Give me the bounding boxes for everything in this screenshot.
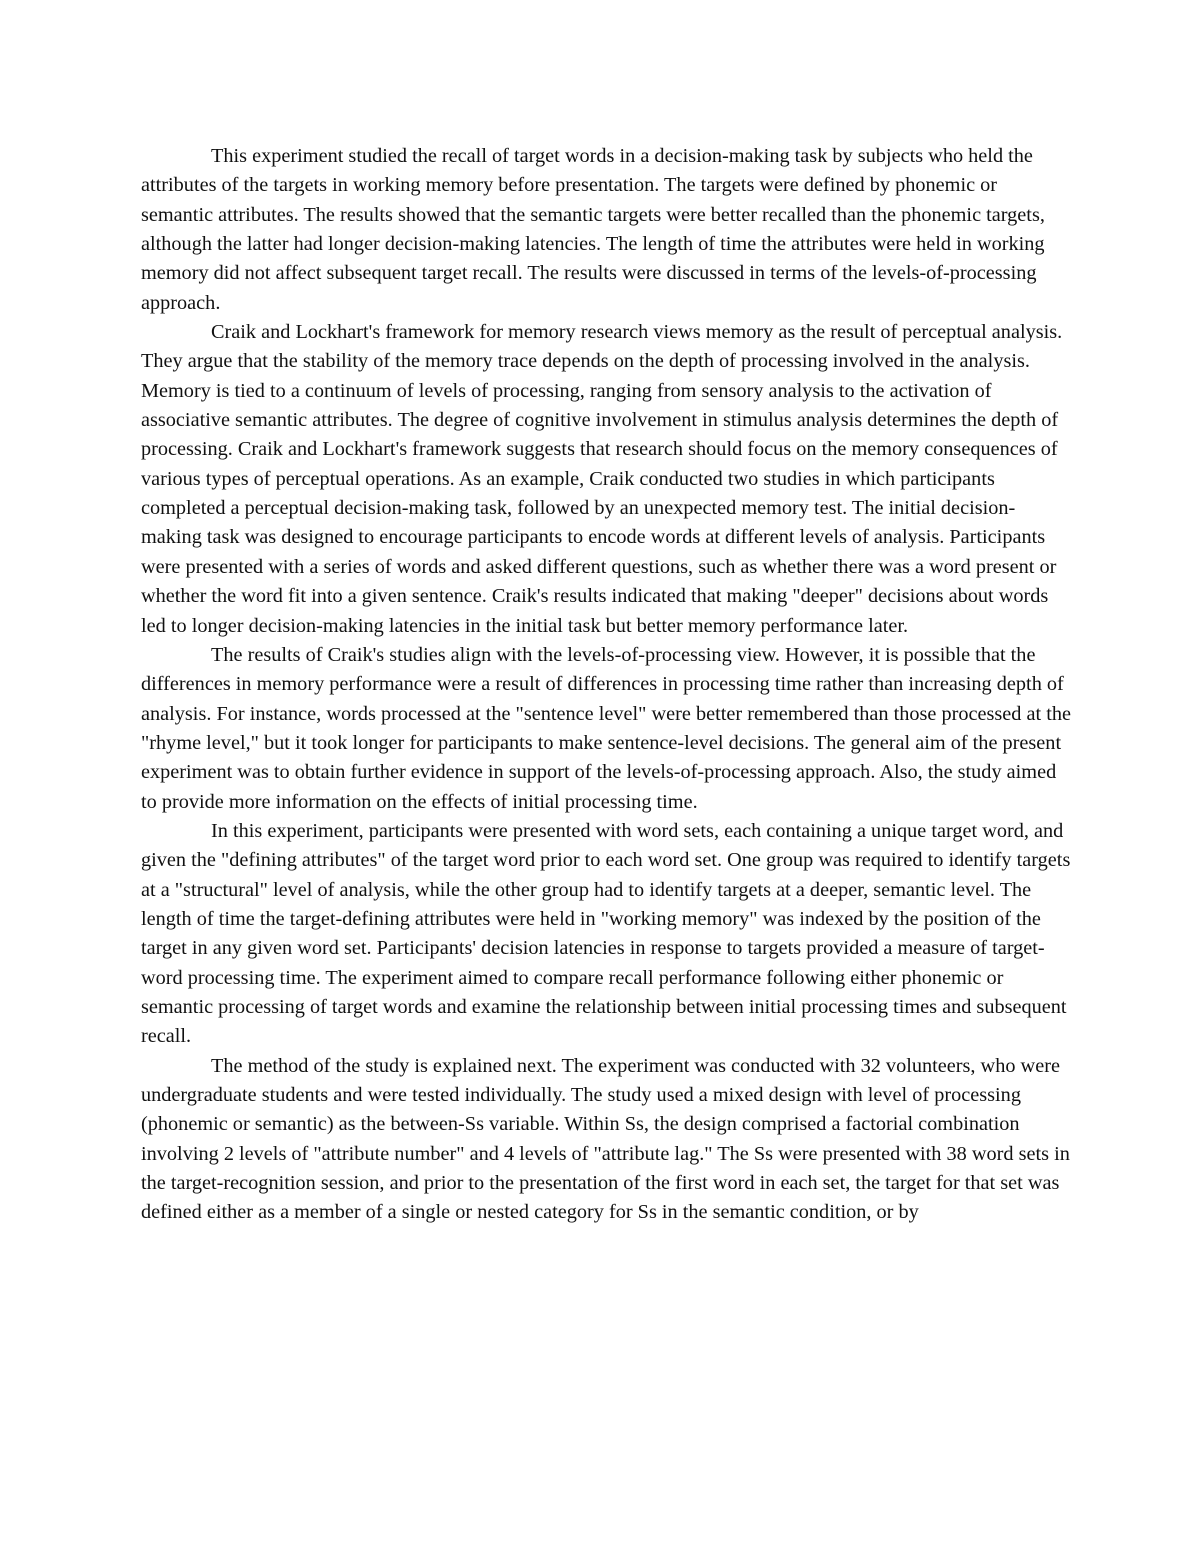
paragraph-method: The method of the study is explained next. The experiment was conducted with 32 volunteers, who were undergraduate students and were tested individually. The study used a mixed design with level of processing (phonemic or semantic) as the between-Ss variable. Within Ss, the design comprised a factorial combination involving 2 levels of "attribute number" and 4 levels of "attribute lag." The Ss were presented with 38 word sets in the target-recognition session, and prior to the presentation of the first word in each set, the target for that set was defined either as a member of a single or nested category for Ss in the semantic condition, or by <box>141 1054 1070 1224</box>
paragraph-abstract: This experiment studied the recall of target words in a decision-making task by subjects who held the attributes of the targets in working memory before presentation. The targets were defined by phonemic or semantic attributes. The results showed that the semantic targets were better recalled than the phonemic targets, although the latter had longer decision-making latencies. The length of time the attributes were held in working memory did not affect subsequent target recall. The results were discussed in terms of the levels-of-processing approach. <box>141 145 1045 314</box>
paragraph-craik-results: The results of Craik's studies align with the levels-of-processing view. However, it is possible that the differences in memory performance were a result of differences in processing time rather than increasing depth of analysis. For instance, words processed at the "sentence level" were better remembered than those processed at the "rhyme level," but it took longer for participants to make sentence-level decisions. The general aim of the present experiment was to obtain further evidence in support of the levels-of-processing approach. Also, the study aimed to provide more information on the effects of initial processing time. <box>141 643 1071 813</box>
paragraph-experiment-overview: In this experiment, participants were presented with word sets, each containing a unique target word, and given the "defining attributes" of the target word prior to each word set. One group was required to identify targets at a "structural" level of analysis, while the other group had to identify targets at a deeper, semantic level. The length of time the target-defining attributes were held in "working memory" was indexed by the position of the target in any given word set. Participants' decision latencies in response to targets provided a measure of target-word processing time. The experiment aimed to compare recall performance following either phonemic or semantic processing of target words and examine the relationship between initial processing times and subsequent recall. <box>141 819 1071 1048</box>
paragraph-framework: Craik and Lockhart's framework for memory research views memory as the result of perceptual analysis. They argue that the stability of the memory trace depends on the depth of processing involved in the analysis. Memory is tied to a continuum of levels of processing, ranging from sensory analysis to the activation of associative semantic attributes. The degree of cognitive involvement in stimulus analysis determines the depth of processing. Craik and Lockhart's framework suggests that research should focus on the memory consequences of various types of perceptual operations. As an example, Craik conducted two studies in which participants completed a perceptual decision-making task, followed by an unexpected memory test. The initial decision-making task was designed to encourage participants to encode words at different levels of analysis. Participants were presented with a series of words and asked different questions, such as whether there was a word present or whether the word fit into a given sentence. Craik's results indicated that making "deeper" decisions about words led to longer decision-making latencies in the initial task but better memory performance later. <box>141 321 1063 637</box>
body-text <box>141 142 1071 1228</box>
